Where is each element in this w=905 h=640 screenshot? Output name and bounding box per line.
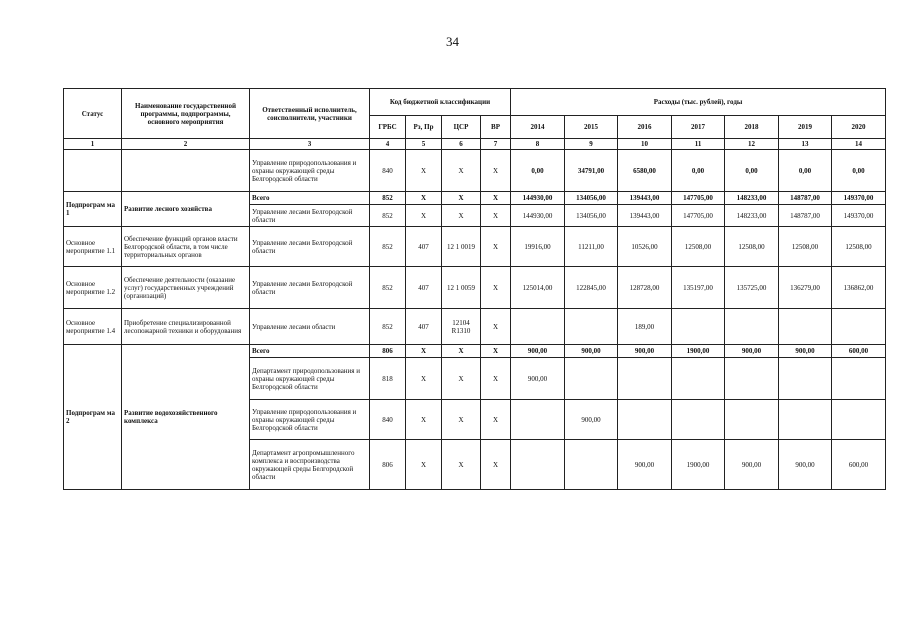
status-cell: Подпрограм ма 1 [64,192,122,227]
value-cell [618,400,672,440]
value-cell [565,440,618,490]
header-expense-group: Расходы (тыс. рублей), годы [511,89,886,116]
value-cell [618,358,672,400]
rzpr-cell: 407 [406,227,442,267]
status-cell: Подпрограм ма 2 [64,345,122,490]
grbs-cell: 852 [370,267,406,309]
name-cell: Обеспечение деятельности (оказание услуг) государственных учреждений (организаций) [122,267,250,309]
value-cell: 900,00 [565,400,618,440]
executor-cell: Управление лесами Белгородской области [250,227,370,267]
value-cell: 136279,00 [779,267,832,309]
value-cell: 134056,00 [565,192,618,205]
value-cell: 900,00 [511,358,565,400]
column-index: 4 [370,139,406,150]
csr-cell: Х [442,400,481,440]
name-cell: Обеспечение функций органов власти Белгородской области, в том числе территориальных органов [122,227,250,267]
page-number: 34 [446,34,459,49]
vr-cell: Х [481,309,511,345]
value-cell: 149370,00 [832,192,886,205]
value-cell: 148787,00 [779,192,832,205]
column-index: 11 [672,139,725,150]
grbs-cell: 852 [370,205,406,227]
rzpr-cell: Х [406,400,442,440]
value-cell: 135197,00 [672,267,725,309]
value-cell [832,358,886,400]
value-cell [511,309,565,345]
value-cell: 128728,00 [618,267,672,309]
value-cell: 147705,00 [672,205,725,227]
value-cell: 900,00 [565,345,618,358]
rzpr-cell: Х [406,345,442,358]
value-cell: 134056,00 [565,205,618,227]
rzpr-cell: Х [406,192,442,205]
csr-cell: 12 1 0019 [442,227,481,267]
value-cell: 122845,00 [565,267,618,309]
header-code: ЦСР [442,116,481,139]
executor-cell: Управление лесами Белгородской области [250,205,370,227]
value-cell: 1900,00 [672,345,725,358]
name-cell [122,150,250,192]
column-index: 12 [725,139,779,150]
column-index: 1 [64,139,122,150]
header-code: ГРБС [370,116,406,139]
rzpr-cell: Х [406,440,442,490]
value-cell: 900,00 [779,345,832,358]
rzpr-cell: Х [406,150,442,192]
csr-cell: 12104 R1310 [442,309,481,345]
value-cell [725,358,779,400]
value-cell [779,358,832,400]
value-cell [672,309,725,345]
csr-cell: 12 1 0059 [442,267,481,309]
value-cell: 900,00 [618,345,672,358]
value-cell: 139443,00 [618,205,672,227]
executor-cell: Департамент природопользования и охраны окружающей среды Белгородской области [250,358,370,400]
rzpr-cell: 407 [406,267,442,309]
value-cell: 125014,00 [511,267,565,309]
vr-cell: Х [481,205,511,227]
name-cell: Развитие лесного хозяйства [122,192,250,227]
header-year: 2017 [672,116,725,139]
column-index: 3 [250,139,370,150]
csr-cell: Х [442,345,481,358]
value-cell [565,309,618,345]
name-cell: Развитие водохозяйственного комплекса [122,345,250,490]
grbs-cell: 806 [370,345,406,358]
grbs-cell: 852 [370,227,406,267]
executor-cell: Всего [250,192,370,205]
table-row [64,150,886,192]
value-cell [511,440,565,490]
value-cell: 900,00 [779,440,832,490]
vr-cell: Х [481,358,511,400]
column-index: 6 [442,139,481,150]
value-cell [672,358,725,400]
value-cell: 6580,00 [618,150,672,192]
header-name: Наименование государственной программы, подпрограммы, основного мероприятия [122,89,250,139]
value-cell: 12508,00 [779,227,832,267]
value-cell [672,400,725,440]
vr-cell: Х [481,440,511,490]
grbs-cell: 840 [370,400,406,440]
status-cell: Основное мероприятие 1.2 [64,267,122,309]
status-cell: Основное мероприятие 1.4 [64,309,122,345]
csr-cell: Х [442,150,481,192]
value-cell: 34791,00 [565,150,618,192]
column-index: 7 [481,139,511,150]
value-cell: 12508,00 [672,227,725,267]
value-cell: 19916,00 [511,227,565,267]
value-cell: 10526,00 [618,227,672,267]
value-cell [832,309,886,345]
value-cell: 0,00 [672,150,725,192]
header-code-group: Код бюджетной классификации [370,89,511,116]
grbs-cell: 852 [370,192,406,205]
value-cell: 900,00 [725,345,779,358]
column-index: 5 [406,139,442,150]
value-cell: 900,00 [618,440,672,490]
table-row [64,309,886,345]
grbs-cell: 852 [370,309,406,345]
value-cell: 136862,00 [832,267,886,309]
value-cell [511,400,565,440]
value-cell: 12508,00 [832,227,886,267]
column-index: 9 [565,139,618,150]
value-cell [779,400,832,440]
value-cell [725,309,779,345]
header-code: ВР [481,116,511,139]
rzpr-cell: Х [406,205,442,227]
value-cell: 0,00 [511,150,565,192]
executor-cell: Управление природопользования и охраны окружающей среды Белгородской области [250,150,370,192]
value-cell [725,400,779,440]
column-index: 13 [779,139,832,150]
header-code: Рз, Пр [406,116,442,139]
value-cell [779,309,832,345]
csr-cell: Х [442,358,481,400]
vr-cell: Х [481,400,511,440]
value-cell: 0,00 [779,150,832,192]
executor-cell: Всего [250,345,370,358]
vr-cell: Х [481,227,511,267]
column-index: 8 [511,139,565,150]
csr-cell: Х [442,440,481,490]
value-cell: 0,00 [725,150,779,192]
value-cell [565,358,618,400]
column-index-row [64,139,886,150]
value-cell [832,400,886,440]
value-cell: 1900,00 [672,440,725,490]
table-row [64,345,886,358]
grbs-cell: 840 [370,150,406,192]
value-cell: 189,00 [618,309,672,345]
executor-cell: Департамент агропромышленного комплекса и воспроизводства окружающей среды Белгородской области [250,440,370,490]
column-index: 14 [832,139,886,150]
status-cell: Основное мероприятие 1.1 [64,227,122,267]
value-cell: 900,00 [511,345,565,358]
status-cell [64,150,122,192]
value-cell: 147705,00 [672,192,725,205]
grbs-cell: 818 [370,358,406,400]
value-cell: 12508,00 [725,227,779,267]
header-year: 2018 [725,116,779,139]
vr-cell: Х [481,150,511,192]
executor-cell: Управление природопользования и охраны окружающей среды Белгородской области [250,400,370,440]
column-index: 2 [122,139,250,150]
vr-cell: Х [481,345,511,358]
value-cell: 11211,00 [565,227,618,267]
header-status: Статус [64,89,122,139]
executor-cell: Управление лесами Белгородской области [250,267,370,309]
vr-cell: Х [481,267,511,309]
table-row [64,267,886,309]
name-cell: Приобретение специализированной лесопожарной техники и оборудования [122,309,250,345]
value-cell: 600,00 [832,440,886,490]
value-cell: 148233,00 [725,192,779,205]
value-cell: 149370,00 [832,205,886,227]
rzpr-cell: 407 [406,309,442,345]
header-year: 2019 [779,116,832,139]
value-cell: 144930,00 [511,205,565,227]
value-cell: 144930,00 [511,192,565,205]
grbs-cell: 806 [370,440,406,490]
column-index: 10 [618,139,672,150]
csr-cell: Х [442,192,481,205]
rzpr-cell: Х [406,358,442,400]
value-cell: 148787,00 [779,205,832,227]
value-cell: 0,00 [832,150,886,192]
header-row [64,89,886,116]
header-year: 2014 [511,116,565,139]
header-year: 2020 [832,116,886,139]
csr-cell: Х [442,205,481,227]
vr-cell: Х [481,192,511,205]
table-row [64,227,886,267]
header-executor: Ответственный исполнитель, соисполнители, участники [250,89,370,139]
value-cell: 139443,00 [618,192,672,205]
executor-cell: Управление лесами области [250,309,370,345]
value-cell: 600,00 [832,345,886,358]
value-cell: 148233,00 [725,205,779,227]
table-row [64,192,886,205]
value-cell: 135725,00 [725,267,779,309]
value-cell: 900,00 [725,440,779,490]
header-year: 2016 [618,116,672,139]
budget-table [63,88,886,490]
header-year: 2015 [565,116,618,139]
